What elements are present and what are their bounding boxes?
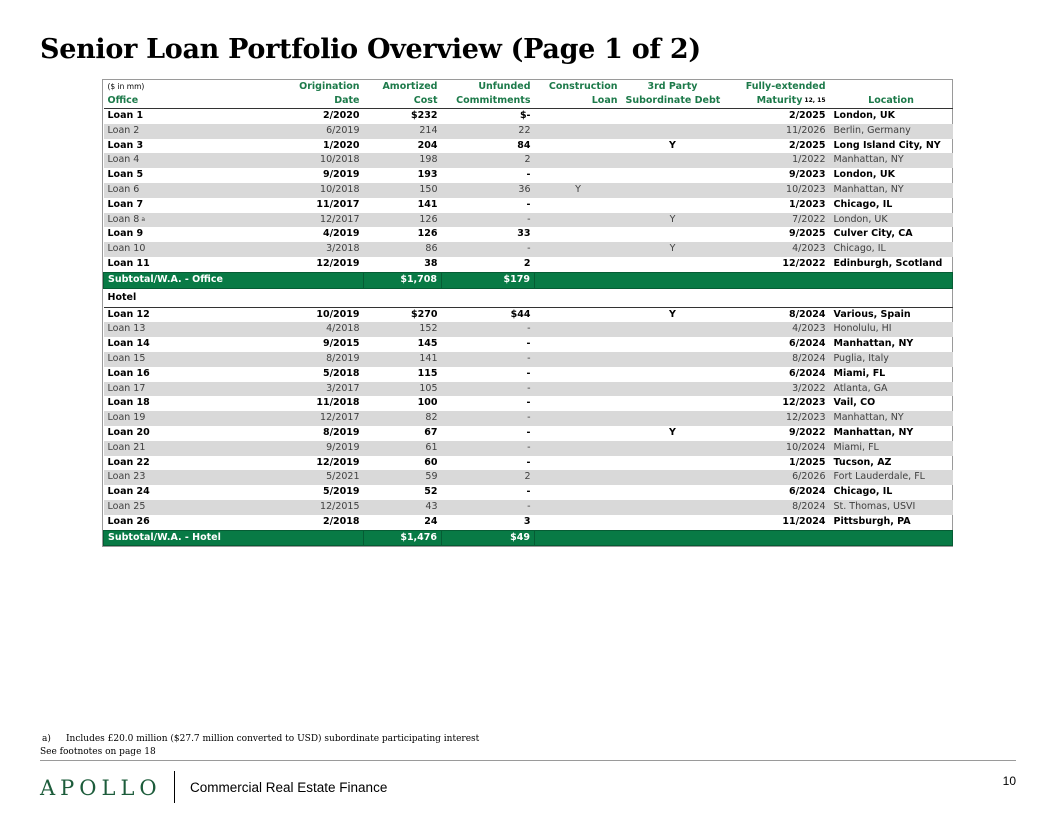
maturity-date: 7/2022 <box>724 213 830 228</box>
unfunded-commitments: - <box>526 426 531 438</box>
location: Fort Lauderdale, FL <box>830 470 953 485</box>
amortized-cost: 24 <box>424 515 438 527</box>
loan-name: Loan 13 <box>104 322 204 337</box>
header-location: Location <box>830 94 953 109</box>
unfunded-commitments: - <box>442 382 535 397</box>
maturity-date: 11/2024 <box>782 515 826 527</box>
unit-note: ($ in mm) <box>107 82 145 91</box>
maturity-date: 6/2024 <box>788 338 826 350</box>
maturity-date: 8/2024 <box>724 500 830 515</box>
loan-name: Loan 23 <box>104 470 204 485</box>
amortized-cost: 115 <box>417 367 438 379</box>
origination-date: 3/2018 <box>204 242 364 257</box>
amortized-cost: 52 <box>424 486 438 498</box>
see-footnotes-note: See footnotes on page 18 <box>40 747 156 757</box>
amortized-cost: 67 <box>424 426 438 438</box>
office-loan-row <box>104 198 953 213</box>
office-loan-row <box>104 153 953 168</box>
location: Atlanta, GA <box>830 382 953 397</box>
construction-loan <box>535 426 622 441</box>
loan-name: Loan 7 <box>107 198 144 210</box>
construction-loan <box>535 515 622 530</box>
amortized-cost: 59 <box>364 470 442 485</box>
office-subtotal-label: Subtotal/W.A. - Office <box>104 272 364 288</box>
third-party-debt <box>622 183 724 198</box>
third-party-debt <box>622 337 724 352</box>
construction-loan <box>535 396 622 411</box>
maturity-date: 4/2023 <box>724 322 830 337</box>
amortized-cost: 150 <box>364 183 442 198</box>
origination-date: 10/2018 <box>204 153 364 168</box>
amortized-cost: 82 <box>364 411 442 426</box>
third-party-debt <box>622 515 724 530</box>
location: Chicago, IL <box>833 486 893 498</box>
maturity-date: 10/2023 <box>724 183 830 198</box>
page-title: Senior Loan Portfolio Overview (Page 1 of 2) <box>40 34 701 65</box>
origination-date: 9/2019 <box>322 169 360 181</box>
unfunded-commitments: - <box>526 169 531 181</box>
maturity-date: 1/2025 <box>788 456 826 468</box>
hotel-loan-row <box>104 322 953 337</box>
hotel-loan-row <box>104 500 953 515</box>
hotel-loan-row <box>104 515 953 530</box>
location: Manhattan, NY <box>830 183 953 198</box>
footnote-text: Includes £20.0 million ($27.7 million converted to USD) subordinate participating interest <box>66 734 480 744</box>
location: Honolulu, HI <box>830 322 953 337</box>
loan-name: Loan 16 <box>107 367 150 379</box>
third-party-debt <box>622 124 724 139</box>
footnote-marker: a) <box>42 734 51 744</box>
location: Various, Spain <box>833 308 911 320</box>
header-unfunded: Unfunded <box>478 81 531 92</box>
hotel-section-label: Hotel <box>104 288 953 307</box>
maturity-date: 9/2025 <box>788 228 826 240</box>
construction-loan <box>535 227 622 242</box>
hotel-loan-row <box>104 426 953 441</box>
origination-date: 5/2019 <box>322 486 360 498</box>
loan-name: Loan 8 $^a$ <box>104 213 204 228</box>
third-party-debt <box>622 500 724 515</box>
maturity-date: 4/2023 <box>724 242 830 257</box>
loan-name: Loan 3 <box>107 139 144 151</box>
unfunded-commitments: - <box>526 397 531 409</box>
loan-name: Loan 15 <box>104 352 204 367</box>
construction-loan <box>535 411 622 426</box>
construction-loan <box>535 124 622 139</box>
unfunded-commitments: - <box>526 367 531 379</box>
origination-date: 12/2019 <box>316 257 360 269</box>
maturity-date: 12/2022 <box>782 257 826 269</box>
hotel-section-row <box>104 288 953 307</box>
unfunded-commitments: 84 <box>517 139 531 151</box>
construction-loan <box>535 109 622 124</box>
loan-name: Loan 17 <box>104 382 204 397</box>
maturity-footnote: 12, 15 <box>804 97 826 104</box>
origination-date: 9/2015 <box>322 338 360 350</box>
header-maturity: Fully-extended <box>745 81 826 92</box>
third-party-debt: Y <box>622 242 724 257</box>
third-party-debt <box>622 227 724 242</box>
office-subtotal-unfunded: $179 <box>442 272 535 288</box>
origination-date: 3/2017 <box>204 382 364 397</box>
unfunded-commitments: 2 <box>442 470 535 485</box>
hotel-loan-row <box>104 382 953 397</box>
amortized-cost: 204 <box>417 139 438 151</box>
hotel-loan-row <box>104 367 953 382</box>
maturity-date: 2/2025 <box>788 110 826 121</box>
hotel-loan-row <box>104 352 953 367</box>
third-party-debt <box>622 109 724 124</box>
office-loan-row <box>104 257 953 272</box>
maturity-date: 3/2022 <box>724 382 830 397</box>
third-party-debt: Y <box>669 426 676 438</box>
third-party-debt <box>622 470 724 485</box>
hotel-subtotal-label: Subtotal/W.A. - Hotel <box>104 530 364 546</box>
third-party-debt <box>622 411 724 426</box>
construction-loan <box>535 242 622 257</box>
amortized-cost: 198 <box>364 153 442 168</box>
third-party-debt <box>622 322 724 337</box>
header-amortized: Amortized <box>382 81 438 92</box>
maturity-date: 9/2023 <box>788 169 826 181</box>
unfunded-commitments: $- <box>519 110 531 121</box>
maturity-date: 8/2024 <box>788 308 826 320</box>
amortized-cost: 193 <box>417 169 438 181</box>
maturity-date: 1/2022 <box>724 153 830 168</box>
office-loan-row <box>104 242 953 257</box>
maturity-date: 10/2024 <box>724 441 830 456</box>
header-third-party: 3rd Party <box>647 81 698 92</box>
amortized-cost: 145 <box>417 338 438 350</box>
location: London, UK <box>830 213 953 228</box>
unfunded-commitments: - <box>442 411 535 426</box>
maturity-date: 9/2022 <box>788 426 826 438</box>
hotel-subtotal-cost: $1,476 <box>364 530 442 546</box>
origination-date: 11/2017 <box>316 198 360 210</box>
loan-name: Loan 2 <box>104 124 204 139</box>
loan-name: Loan 25 <box>104 500 204 515</box>
division-name: Commercial Real Estate Finance <box>190 780 388 795</box>
loan-name: Loan 14 <box>107 338 150 350</box>
construction-loan <box>535 456 622 471</box>
office-loan-row <box>104 124 953 139</box>
location: Chicago, IL <box>830 242 953 257</box>
loan-name: Loan 4 <box>104 153 204 168</box>
loan-name: Loan 10 <box>104 242 204 257</box>
amortized-cost: 60 <box>424 456 438 468</box>
loan-name: Loan 22 <box>107 456 150 468</box>
amortized-cost: 105 <box>364 382 442 397</box>
loan-name: Loan 18 <box>107 397 150 409</box>
location: Pittsburgh, PA <box>833 515 911 527</box>
origination-date: 1/2020 <box>322 139 360 151</box>
unfunded-commitments: 36 <box>442 183 535 198</box>
construction-loan <box>535 213 622 228</box>
construction-loan <box>535 367 622 382</box>
unfunded-commitments: $44 <box>510 308 531 320</box>
location: Manhattan, NY <box>830 411 953 426</box>
hotel-loan-row <box>104 441 953 456</box>
location: Manhattan, NY <box>833 338 914 350</box>
office-loan-row <box>104 139 953 154</box>
construction-loan <box>535 382 622 397</box>
loan-name: Loan 1 <box>107 110 144 121</box>
office-loan-row <box>104 183 953 198</box>
header-origination: Origination <box>299 81 360 92</box>
footer-divider <box>40 760 1016 761</box>
amortized-cost: 100 <box>417 397 438 409</box>
footer-separator <box>174 771 175 803</box>
office-subtotal-cost: $1,708 <box>364 272 442 288</box>
unfunded-commitments: - <box>442 352 535 367</box>
origination-date: 12/2017 <box>204 411 364 426</box>
third-party-debt <box>622 456 724 471</box>
location: Manhattan, NY <box>833 426 914 438</box>
origination-date: 4/2019 <box>322 228 360 240</box>
third-party-debt <box>622 441 724 456</box>
third-party-debt <box>622 352 724 367</box>
amortized-cost: 141 <box>417 198 438 210</box>
origination-date: 9/2019 <box>204 441 364 456</box>
hotel-loan-row <box>104 307 953 322</box>
construction-loan <box>535 322 622 337</box>
construction-loan <box>535 352 622 367</box>
office-subtotal-row <box>104 272 953 288</box>
amortized-cost: 43 <box>364 500 442 515</box>
office-loan-row <box>104 213 953 228</box>
origination-date: 12/2019 <box>316 456 360 468</box>
header-commitments: Commitments <box>442 94 535 109</box>
third-party-debt <box>622 198 724 213</box>
origination-date: 5/2021 <box>204 470 364 485</box>
loan-name: Loan 9 <box>107 228 144 240</box>
unfunded-commitments: - <box>442 242 535 257</box>
location: London, UK <box>833 169 895 181</box>
maturity-date: 6/2026 <box>724 470 830 485</box>
office-loan-row <box>104 168 953 183</box>
construction-loan <box>535 198 622 213</box>
hotel-loan-row <box>104 411 953 426</box>
third-party-debt <box>622 485 724 500</box>
loan-name: Loan 11 <box>107 257 150 269</box>
third-party-debt: Y <box>669 139 676 151</box>
apollo-logo: APOLLO <box>40 776 162 800</box>
header-office: Office <box>104 94 204 109</box>
unfunded-commitments: 22 <box>442 124 535 139</box>
amortized-cost: 214 <box>364 124 442 139</box>
location: St. Thomas, USVI <box>830 500 953 515</box>
location: Tucson, AZ <box>833 456 892 468</box>
unfunded-commitments: 2 <box>442 153 535 168</box>
header-maturity-line2: Maturity $^{12, 15}$ <box>724 94 830 109</box>
unfunded-commitments: - <box>526 338 531 350</box>
loan-name: Loan 21 <box>104 441 204 456</box>
header-date: Date <box>204 94 364 109</box>
location: Culver City, CA <box>833 228 913 240</box>
loan-name: Loan 19 <box>104 411 204 426</box>
amortized-cost: 152 <box>364 322 442 337</box>
maturity-date: 6/2024 <box>788 486 826 498</box>
origination-date: 10/2018 <box>204 183 364 198</box>
origination-date: 2/2018 <box>322 515 360 527</box>
unfunded-commitments: - <box>442 322 535 337</box>
office-loan-row <box>104 109 953 124</box>
loan-name: Loan 24 <box>107 486 150 498</box>
construction-loan <box>535 441 622 456</box>
unfunded-commitments: 3 <box>523 515 531 527</box>
origination-date: 4/2018 <box>204 322 364 337</box>
origination-date: 8/2019 <box>204 352 364 367</box>
unfunded-commitments: 33 <box>517 228 531 240</box>
unfunded-commitments: - <box>442 213 535 228</box>
construction-loan <box>535 257 622 272</box>
unfunded-commitments: - <box>442 441 535 456</box>
construction-loan <box>535 168 622 183</box>
origination-date: 10/2019 <box>316 308 360 320</box>
loan-name: Loan 20 <box>107 426 150 438</box>
loan-name: Loan 5 <box>107 169 144 181</box>
construction-loan <box>535 153 622 168</box>
loan-name: Loan 6 <box>104 183 204 198</box>
third-party-debt <box>622 367 724 382</box>
construction-loan <box>535 337 622 352</box>
hotel-loan-row <box>104 485 953 500</box>
third-party-debt: Y <box>622 213 724 228</box>
construction-loan <box>535 470 622 485</box>
construction-loan <box>535 139 622 154</box>
office-loan-row <box>104 227 953 242</box>
third-party-debt <box>622 396 724 411</box>
location: Chicago, IL <box>833 198 893 210</box>
origination-date: 5/2018 <box>322 367 360 379</box>
location: Miami, FL <box>833 367 886 379</box>
page-number: 10 <box>1002 774 1016 788</box>
hotel-loan-row <box>104 470 953 485</box>
maturity-date: 12/2023 <box>724 411 830 426</box>
origination-date: 12/2015 <box>204 500 364 515</box>
amortized-cost: 61 <box>364 441 442 456</box>
amortized-cost: 126 <box>417 228 438 240</box>
header-construction: Construction <box>548 81 618 92</box>
unfunded-commitments: - <box>526 456 531 468</box>
third-party-debt: Y <box>669 308 676 320</box>
location: Vail, CO <box>833 397 876 409</box>
third-party-debt <box>622 257 724 272</box>
hotel-loan-row <box>104 396 953 411</box>
footnote-a <box>42 734 479 744</box>
maturity-date: 12/2023 <box>782 397 826 409</box>
maturity-date: 11/2026 <box>724 124 830 139</box>
loan-portfolio-table <box>102 79 953 547</box>
amortized-cost: 141 <box>364 352 442 367</box>
third-party-debt <box>622 153 724 168</box>
loan-name: Loan 26 <box>107 515 150 527</box>
maturity-date: 1/2023 <box>788 198 826 210</box>
loan-name: Loan 12 <box>107 308 150 320</box>
origination-date: 8/2019 <box>322 426 360 438</box>
header-cost: Cost <box>364 94 442 109</box>
origination-date: 12/2017 <box>204 213 364 228</box>
origination-date: 6/2019 <box>204 124 364 139</box>
amortized-cost: 38 <box>424 257 438 269</box>
location: Edinburgh, Scotland <box>833 257 943 269</box>
unfunded-commitments: - <box>442 500 535 515</box>
construction-loan <box>535 485 622 500</box>
amortized-cost: 126 <box>364 213 442 228</box>
location: Berlin, Germany <box>830 124 953 139</box>
location: Manhattan, NY <box>830 153 953 168</box>
maturity-date: 2/2025 <box>788 139 826 151</box>
header-subordinate-debt: Subordinate Debt <box>622 94 724 109</box>
origination-date: 11/2018 <box>316 397 360 409</box>
header-loan: Loan <box>535 94 622 109</box>
construction-loan <box>535 500 622 515</box>
location: Long Island City, NY <box>833 139 941 151</box>
unfunded-commitments: 2 <box>523 257 531 269</box>
hotel-loan-row <box>104 337 953 352</box>
maturity-date: 8/2024 <box>724 352 830 367</box>
location: Puglia, Italy <box>830 352 953 367</box>
third-party-debt <box>622 168 724 183</box>
location: London, UK <box>833 110 895 121</box>
amortized-cost: 86 <box>364 242 442 257</box>
construction-loan <box>535 307 622 322</box>
amortized-cost: $270 <box>411 308 438 320</box>
header-blank <box>830 80 953 94</box>
hotel-subtotal-row <box>104 530 953 546</box>
unfunded-commitments: - <box>526 198 531 210</box>
construction-loan: Y <box>535 183 622 198</box>
hotel-loan-row <box>104 456 953 471</box>
location: Miami, FL <box>830 441 953 456</box>
loan-footnote-marker: a <box>141 215 146 223</box>
maturity-date: 6/2024 <box>788 367 826 379</box>
origination-date: 2/2020 <box>322 110 360 121</box>
hotel-subtotal-unfunded: $49 <box>442 530 535 546</box>
unfunded-commitments: - <box>526 486 531 498</box>
amortized-cost: $232 <box>411 110 438 121</box>
third-party-debt <box>622 382 724 397</box>
